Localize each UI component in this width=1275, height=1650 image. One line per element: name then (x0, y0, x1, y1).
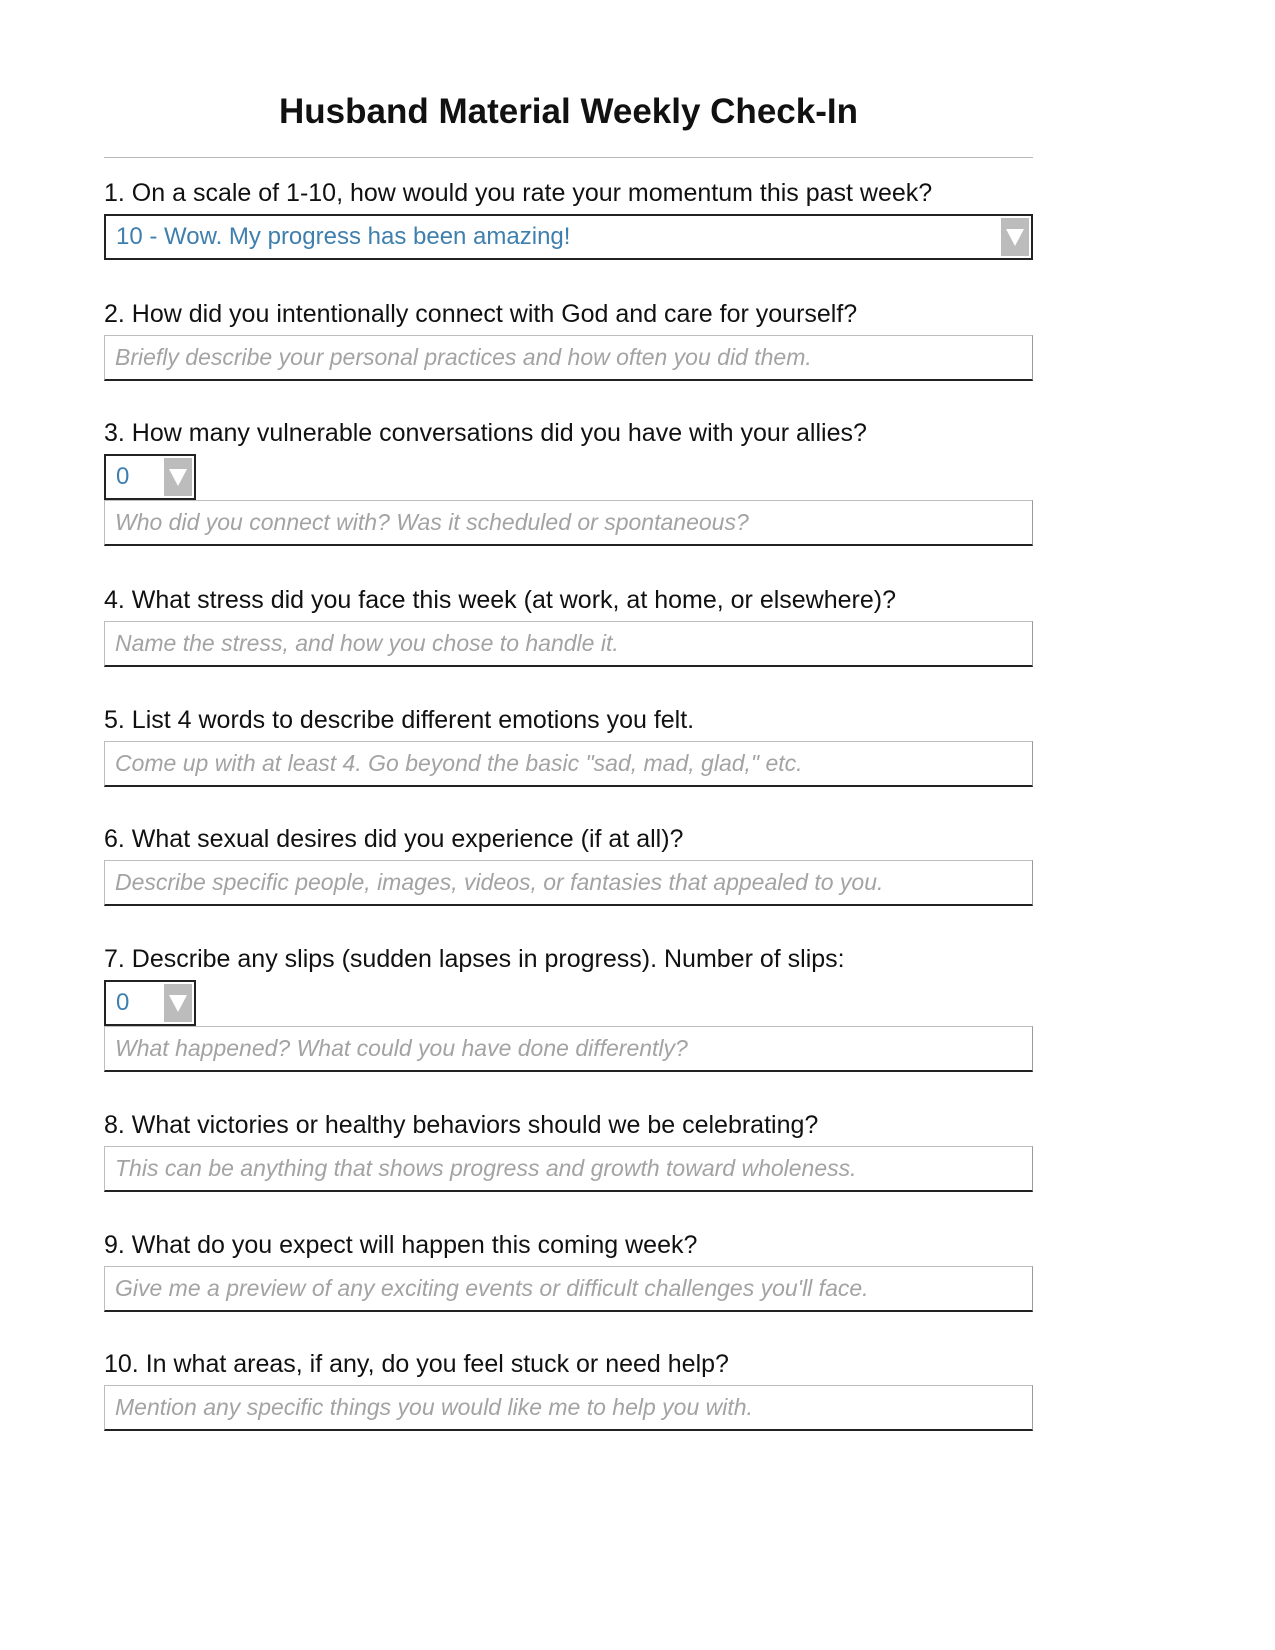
question-10 (104, 1349, 1033, 1431)
slips-detail-input[interactable]: What happened? What could you have done differently? (104, 1026, 1033, 1072)
momentum-rating-value: 10 - Wow. My progress has been amazing! (116, 223, 571, 250)
conversations-detail-input[interactable]: Who did you connect with? Was it scheduled or spontaneous? (104, 500, 1033, 546)
title-divider (104, 157, 1033, 158)
coming-week-input[interactable]: Give me a preview of any exciting events or difficult challenges you'll face. (104, 1266, 1033, 1312)
chevron-down-icon (1006, 229, 1024, 246)
momentum-rating-select[interactable] (104, 214, 1033, 260)
chevron-down-icon (169, 995, 187, 1012)
slips-count-value: 0 (116, 989, 130, 1016)
question-2 (104, 299, 1033, 381)
question-7 (104, 944, 1033, 1072)
question-6 (104, 824, 1033, 906)
question-3 (104, 418, 1033, 546)
conversations-count-select[interactable] (104, 454, 196, 500)
question-4-label: 4. What stress did you face this week (at work, at home, or elsewhere)? (104, 586, 897, 614)
stress-input[interactable]: Name the stress, and how you chose to handle it. (104, 621, 1033, 667)
conversations-count-value: 0 (116, 463, 130, 490)
question-7-label: 7. Describe any slips (sudden lapses in progress). Number of slips: (104, 945, 845, 973)
question-1 (104, 178, 1033, 260)
page-title: Husband Material Weekly Check-In (279, 92, 858, 131)
slips-count-select[interactable] (104, 980, 196, 1026)
question-2-label: 2. How did you intentionally connect with God and care for yourself? (104, 300, 858, 328)
chevron-down-icon (169, 469, 187, 486)
emotions-input[interactable]: Come up with at least 4. Go beyond the basic "sad, mad, glad," etc. (104, 741, 1033, 787)
question-8 (104, 1110, 1033, 1192)
question-10-label: 10. In what areas, if any, do you feel stuck or need help? (104, 1350, 729, 1378)
question-5 (104, 705, 1033, 787)
dropdown-arrow-box[interactable] (164, 458, 192, 496)
self-care-input[interactable]: Briefly describe your personal practices and how often you did them. (104, 335, 1033, 381)
question-1-label: 1. On a scale of 1-10, how would you rate your momentum this past week? (104, 179, 933, 207)
desires-input[interactable]: Describe specific people, images, videos, or fantasies that appealed to you. (104, 860, 1033, 906)
dropdown-arrow-box[interactable] (164, 984, 192, 1022)
victories-input[interactable]: This can be anything that shows progress and growth toward wholeness. (104, 1146, 1033, 1192)
question-8-label: 8. What victories or healthy behaviors should we be celebrating? (104, 1111, 819, 1139)
question-9 (104, 1230, 1033, 1312)
question-4 (104, 585, 1033, 667)
dropdown-arrow-box[interactable] (1001, 218, 1029, 256)
question-3-label: 3. How many vulnerable conversations did you have with your allies? (104, 419, 867, 447)
need-help-input[interactable]: Mention any specific things you would like me to help you with. (104, 1385, 1033, 1431)
question-9-label: 9. What do you expect will happen this coming week? (104, 1231, 698, 1259)
question-5-label: 5. List 4 words to describe different emotions you felt. (104, 706, 695, 734)
question-6-label: 6. What sexual desires did you experience (if at all)? (104, 825, 684, 853)
